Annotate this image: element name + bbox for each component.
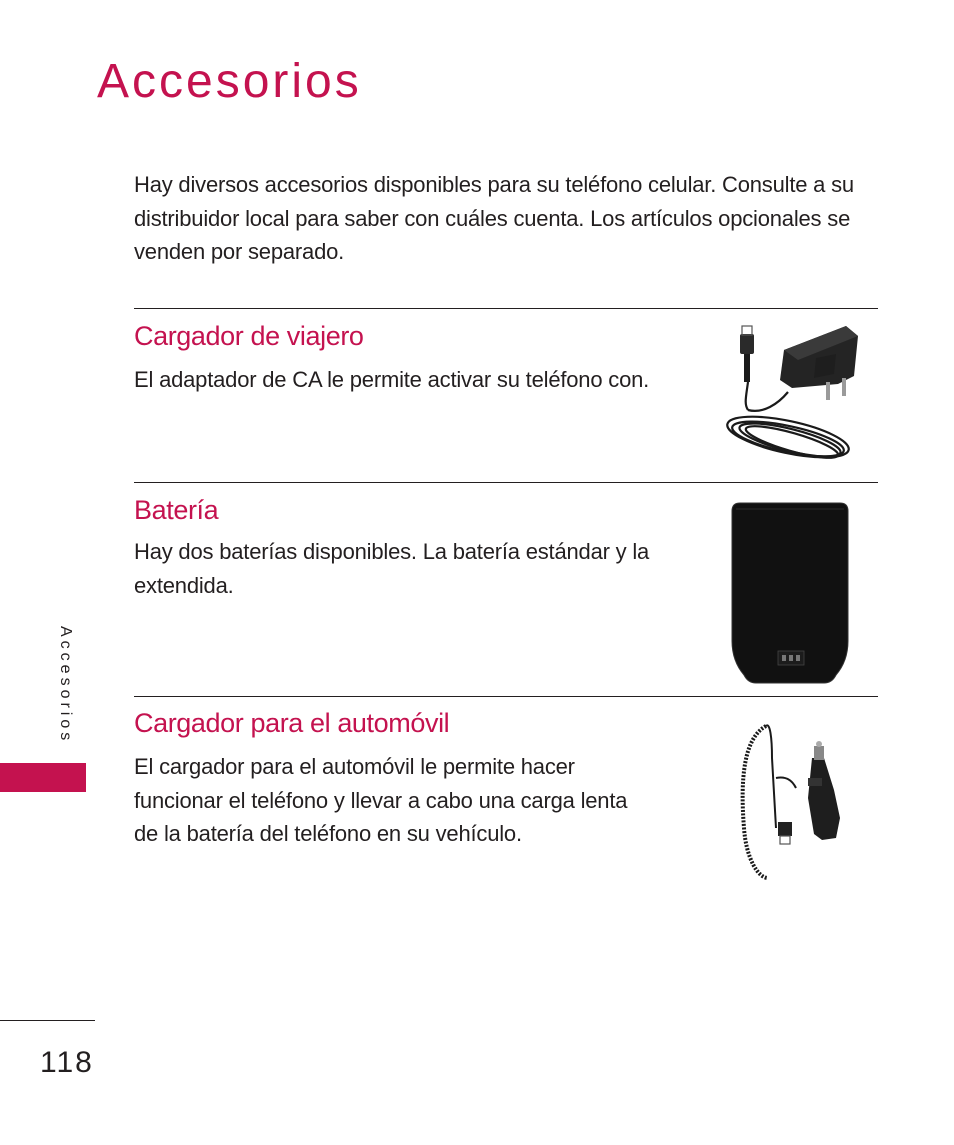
car-charger-image [736, 718, 846, 884]
travel-charger-image [718, 322, 860, 468]
section-body-car-charger: El cargador para el automóvil le permite hacer funcionar el teléfono y llevar a cabo una carga lenta de la batería del teléfono en su vehículo. [134, 754, 628, 846]
section-divider [134, 696, 878, 697]
section-heading-car-charger: Cargador para el automóvil [134, 708, 450, 738]
section-divider [134, 482, 878, 483]
page-number: 118 [40, 1046, 94, 1079]
section-divider [134, 308, 878, 309]
intro-paragraph: Hay diversos accesorios disponibles para su teléfono celular. Consulte a su distribuidor local para saber con cuáles cuenta. Los artículos opcionales se venden por separado. [134, 172, 854, 264]
side-section-label: Accesorios [57, 626, 74, 745]
section-heading-battery: Batería [134, 495, 219, 525]
section-body-battery: Hay dos baterías disponibles. La batería estándar y la extendida. [134, 539, 650, 598]
section-body-travel-charger: El adaptador de CA le permite activar su teléfono con. [134, 367, 650, 392]
side-tab-marker [0, 763, 86, 792]
page-title: Accesorios [97, 55, 362, 108]
section-heading-travel-charger: Cargador de viajero [134, 321, 364, 351]
footer-divider [0, 1020, 95, 1021]
battery-image [728, 501, 852, 687]
